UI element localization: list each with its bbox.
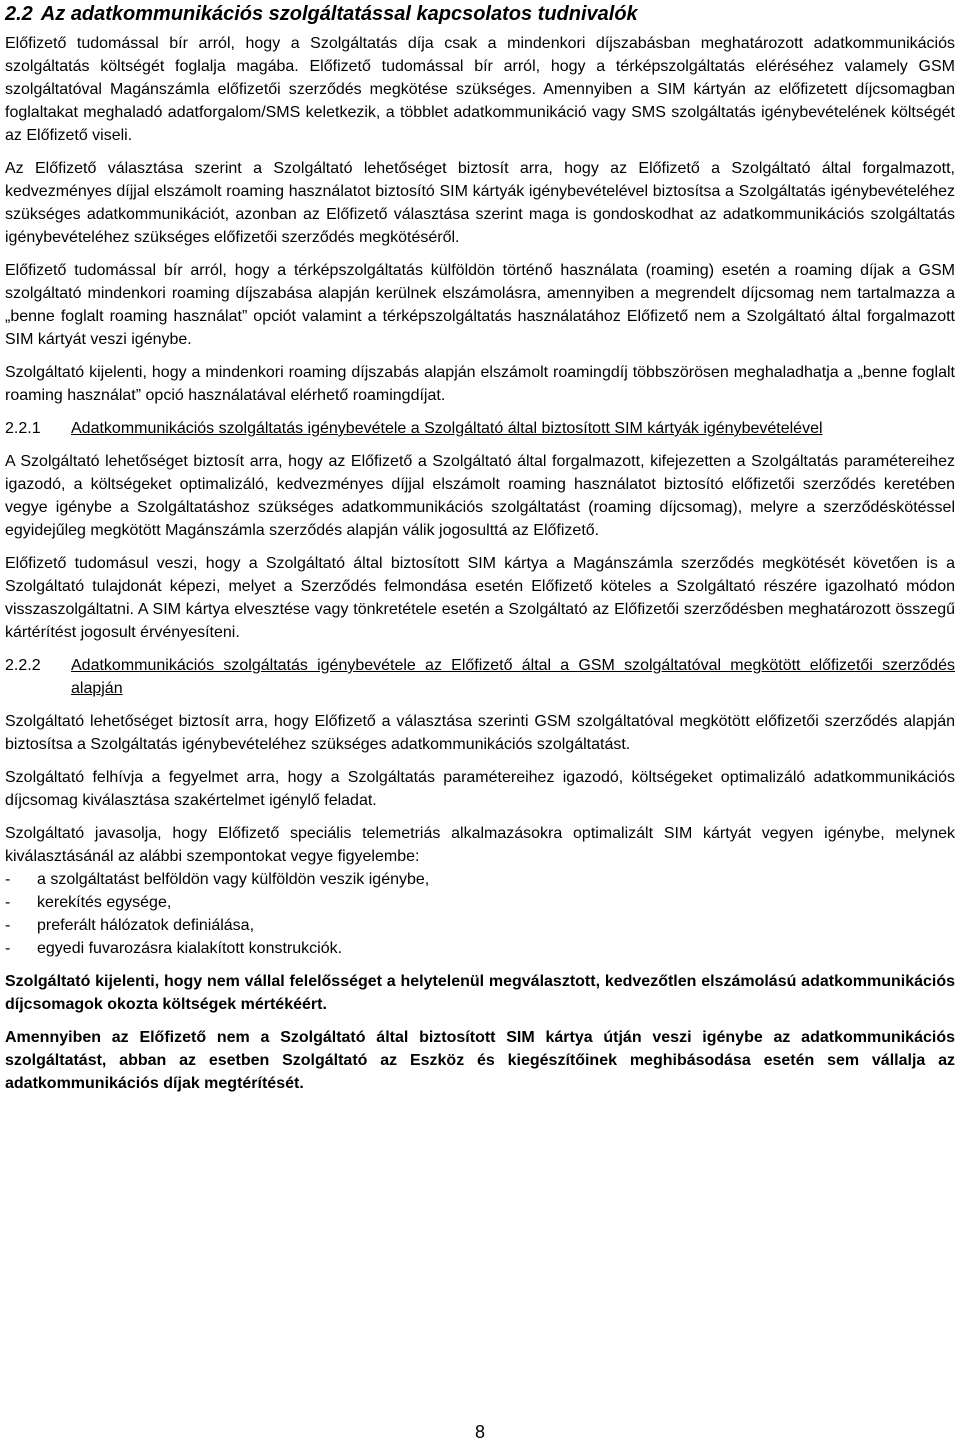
paragraph: Szolgáltató lehetőséget biztosít arra, hogy Előfizető a választása szerinti GSM szolgáltatóval megkötött előfizetői szerződés alapján biztosítsa a Szolgáltatás igénybevételéhez szükséges adatkommunikációs szolgáltatást.	[5, 713, 955, 753]
paragraph: Előfizető tudomásul veszi, hogy a Szolgáltató által biztosított SIM kártya a Magánszámla szerződés megkötését követően is a Szolgáltató tulajdonát képezi, melyet a Szerződés felmondása esetén Előfizető köteles a Szolgáltató részére igazolható módon visszaszolgáltatni. A SIM kártya elvesztése vagy tönkretétele esetén a Szolgáltató az Előfizetői szerződésben meghatározott összegű kártérítést jogosult érvényesíteni.	[5, 555, 955, 641]
section-title: Az adatkommunikációs szolgáltatással kapcsolatos tudnivalók	[40, 3, 638, 25]
paragraph: Szolgáltató javasolja, hogy Előfizető speciális telemetriás alkalmazásokra optimalizált SIM kártyát vegyen igénybe, melynek kiválasztásánál az alábbi szempontokat vegye figyelembe:	[5, 825, 955, 865]
subsection-title: Adatkommunikációs szolgáltatás igénybevétele a Szolgáltató által biztosított SIM kártyák igénybevételével	[71, 420, 823, 437]
bold-paragraph: Amennyiben az Előfizető nem a Szolgáltató által biztosított SIM kártya útján veszi igénybe az adatkommunikációs szolgáltatást, abban az esetben Szolgáltató az Eszköz és kiegészítőinek meghibásodása esetén sem vállalja az adatkommunikációs díjak megtérítését.	[5, 1029, 955, 1092]
list-marker: -	[5, 940, 11, 957]
paragraph: Előfizető tudomással bír arról, hogy a Szolgáltatás díja csak a mindenkori díjszabásban meghatározott adatkommunikációs szolgáltatás költségét foglalja magába. Előfizető tudomással bír arról, hogy a térképszolgáltatás eléréséhez valamely GSM szolgáltatóval Magánszámla előfizetői szerződés megkötése szükséges. Amennyiben a SIM kártyán az előfizetett díjcsomagban foglaltakat meghaladó adatforgalom/SMS keletkezik, a többlet adatkommunikáció vagy SMS szolgáltatás igénybevételének költségét az Előfizető viseli.	[5, 35, 955, 144]
list-item	[5, 937, 955, 960]
list-marker: -	[5, 917, 11, 934]
paragraph: Előfizető tudomással bír arról, hogy a térképszolgáltatás külföldön történő használata (roaming) esetén a roaming díjak a GSM szolgáltató mindenkori roaming díjszabása alapján kerülnek elszámolásra, amennyiben a megrendelt díjcsomag nem tartalmazza a „benne foglalt roaming használat” opciót valamint a térképszolgáltatás használatához Előfizető nem a Szolgáltató által forgalmazott SIM kártyát veszi igénybe.	[5, 262, 955, 348]
document-page	[0, 2, 960, 1095]
bold-paragraph: Szolgáltató kijelenti, hogy nem vállal felelősséget a helytelenül megválasztott, kedvezőtlen elszámolású adatkommunikációs díjcsomagok okozta költségek mértékéért.	[5, 973, 955, 1013]
list-item-text: a szolgáltatást belföldön vagy külföldön veszik igénybe,	[37, 871, 430, 888]
list-item	[5, 891, 955, 914]
section-heading	[5, 2, 955, 26]
subsection-heading-221	[5, 417, 955, 440]
list-marker: -	[5, 871, 11, 888]
list-item-text: preferált hálózatok definiálása,	[37, 917, 255, 934]
section-number: 2.2	[5, 3, 33, 25]
subsection-number: 2.2.1	[5, 420, 41, 437]
page-number: 8	[474, 1422, 485, 1442]
list-marker: -	[5, 894, 11, 911]
paragraph: A Szolgáltató lehetőséget biztosít arra, hogy az Előfizető a Szolgáltató által forgalmazott, kifejezetten a Szolgáltatás paramétereihez igazodó, a költségeket optimalizáló, kedvezményes díjjal elszámolt roaming használatot biztosító előfizetői szerződés keretében vegye igénybe a Szolgáltatáshoz szükséges adatkommunikációs szolgáltatást (roaming díjcsomag), melyre a szerződéskötéssel egyidejűleg megkötött Magánszámla szerződés alapján válik jogosulttá az Előfizető.	[5, 453, 955, 539]
paragraph: Szolgáltató kijelenti, hogy a mindenkori roaming díjszabás alapján elszámolt roamingdíj többszörösen meghaladhatja a „benne foglalt roaming használat” opció használatával elérhető roamingdíjat.	[5, 364, 955, 404]
paragraph: Az Előfizető választása szerint a Szolgáltató lehetőséget biztosít arra, hogy az Előfizető a Szolgáltató által forgalmazott, kedvezményes díjjal elszámolt roaming használatot biztosító SIM kártyák igénybevételével biztosítsa a Szolgáltatás igénybevételéhez szükséges adatkommunikációt, azonban az Előfizető választása szerint maga is gondoskodhat az adatkommunikációs szolgáltatás igénybevételéhez szükséges előfizetői szerződés megkötéséről.	[5, 160, 955, 246]
list-item	[5, 914, 955, 937]
criteria-list	[5, 868, 955, 960]
list-item	[5, 868, 955, 891]
subsection-heading-222	[5, 654, 955, 700]
list-item-text: kerekítés egysége,	[37, 894, 172, 911]
subsection-number: 2.2.2	[5, 657, 41, 674]
subsection-title: Adatkommunikációs szolgáltatás igénybevétele az Előfizető által a GSM szolgáltatóval megkötött előfizetői szerződés alapján	[71, 657, 955, 697]
list-item-text: egyedi fuvarozásra kialakított konstrukciók.	[37, 940, 343, 957]
paragraph: Szolgáltató felhívja a fegyelmet arra, hogy a Szolgáltatás paramétereihez igazodó, költségeket optimalizáló adatkommunikációs díjcsomag kiválasztása szakértelmet igénylő feladat.	[5, 769, 955, 809]
